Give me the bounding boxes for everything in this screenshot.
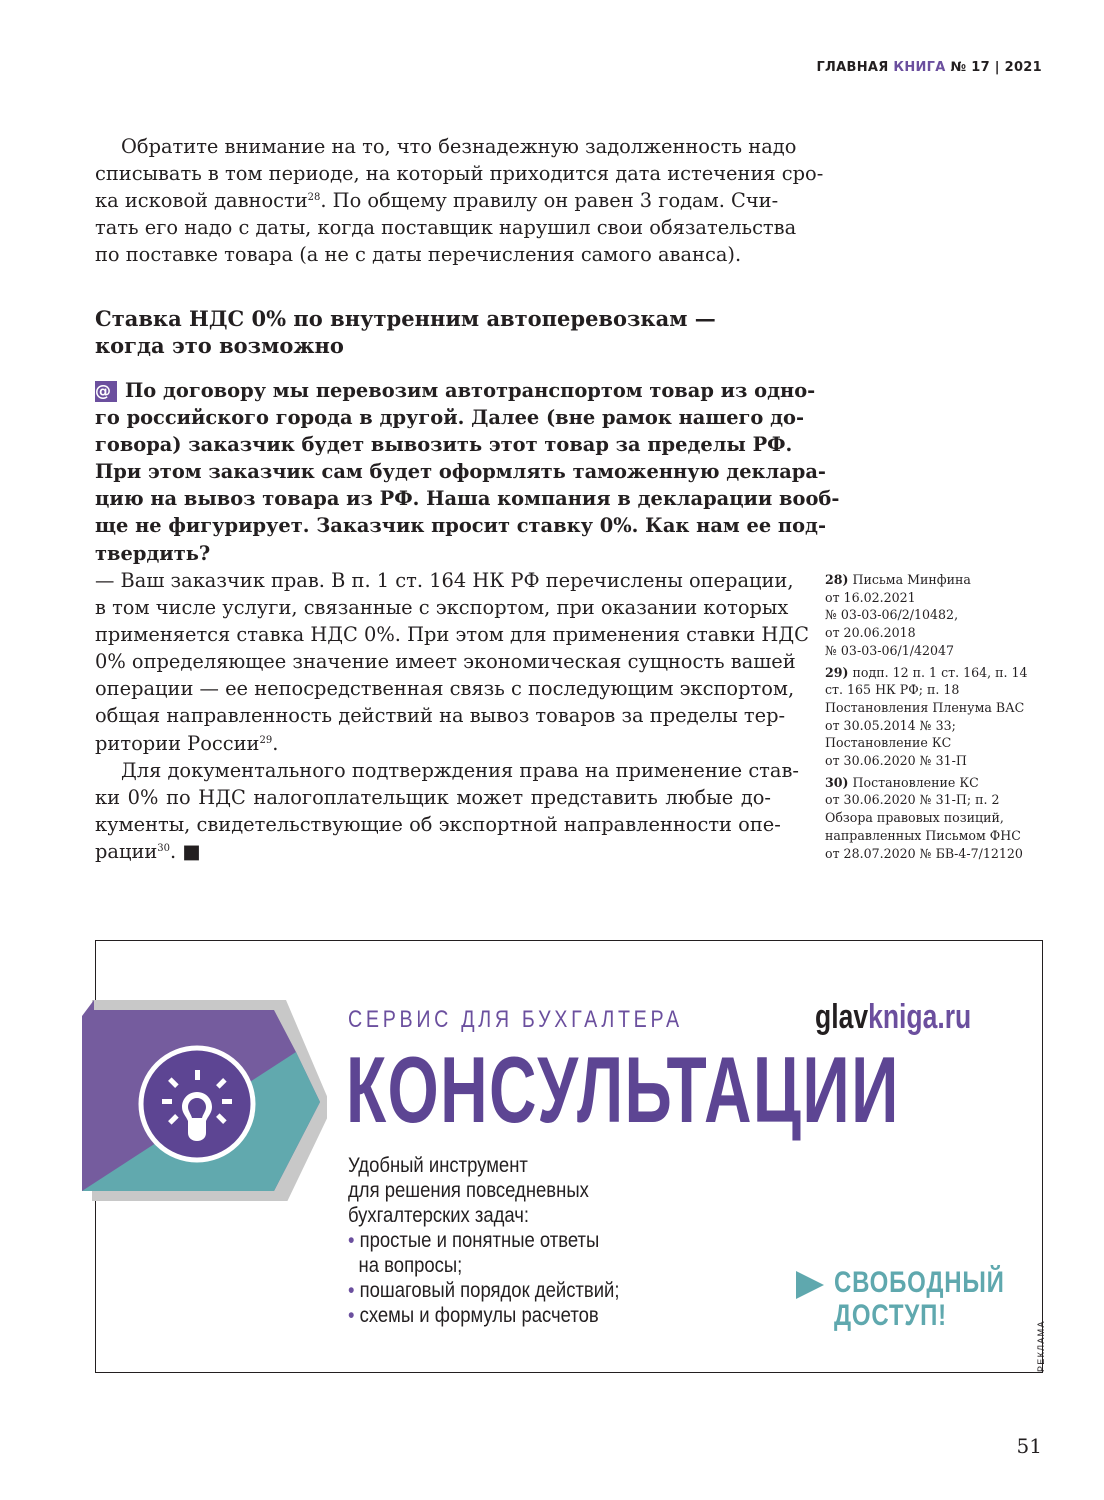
question-block xyxy=(95,377,840,567)
footnote-line: № 03-03-06/2/10482, xyxy=(825,607,959,623)
text-line: цию на вывоз товара из РФ. Наша компания в декларации вооб- xyxy=(95,487,840,511)
answer-block xyxy=(95,567,809,865)
site-part2: kniga.ru xyxy=(868,998,972,1036)
text-line: ще не фигурирует. Заказчик просит ставку 0%. Как нам ее под- xyxy=(95,514,827,538)
brand-part1: ГЛАВНАЯ xyxy=(816,60,889,75)
text-line: когда это возможно xyxy=(95,333,344,358)
footnote-line: 30) Постановление КС xyxy=(825,774,979,790)
issue-number: № 17 | 2021 xyxy=(950,60,1042,75)
bullet-dot-icon: • xyxy=(348,1229,360,1252)
text-line: применяется ставка НДС 0%. При этом для применения ставки НДС xyxy=(95,623,809,647)
footnote-line: от 30.06.2020 № 31-П xyxy=(825,753,967,769)
brand-part2: КНИГА xyxy=(893,60,946,75)
footnote xyxy=(825,774,1045,863)
section-heading xyxy=(95,305,771,359)
answer-paragraph-1 xyxy=(95,567,809,757)
bullet-dot-icon: • xyxy=(348,1304,360,1327)
footnote-number: 29) xyxy=(825,664,849,680)
text-line: по поставке товара (а не с даты перечисления самого аванса). xyxy=(95,243,742,267)
text-line: говора) заказчик будет вывозить этот товар за пределы РФ. xyxy=(95,433,793,457)
answer-paragraph-2 xyxy=(95,757,799,865)
footnote-number: 28) xyxy=(825,572,849,587)
footnote-line: от 20.06.2018 xyxy=(825,625,916,641)
text-line: Обратите внимание на то, что безнадежную задолженность надо xyxy=(121,135,797,158)
footnote-line: ст. 165 НК РФ; п. 18 xyxy=(825,682,960,698)
footnotes xyxy=(825,571,1045,866)
footnote-line: № 03-03-06/1/42047 xyxy=(825,642,955,658)
ad-cta[interactable] xyxy=(834,1266,1005,1332)
running-header xyxy=(816,60,1042,75)
footnote-ref: 30 xyxy=(157,842,171,854)
ad-bullet-line: • схемы и формулы расчетов xyxy=(348,1304,599,1327)
text-line: 0% определяющее значение имеет экономическая сущность вашей xyxy=(95,650,796,674)
text-line: — Ваш заказчик прав. В п. 1 ст. 164 НК РФ перечислены операции, xyxy=(95,569,794,592)
ad-title: КОНСУЛЬТАЦИИ xyxy=(346,1037,900,1142)
text-line: ки 0% по НДС налогоплательщик может представить любые до- xyxy=(95,785,771,809)
text-line: общая направленность действий на вывоз товаров за пределы тер- xyxy=(95,704,786,728)
text-line: @ По договору мы перевозим автотранспортом товар из одно- xyxy=(95,379,816,402)
lightbulb-badge-icon xyxy=(82,996,327,1201)
text-line: операции — ее непосредственная связь с последующим экспортом, xyxy=(95,677,795,701)
text-line: ритории России$^{29}$. xyxy=(95,731,279,755)
footnote-line: Постановление КС xyxy=(825,735,952,751)
footnote-number: 30) xyxy=(825,774,849,790)
ad-intro-line: бухгалтерских задач: xyxy=(348,1204,530,1227)
text-line: Ставка НДС 0% по внутренним автоперевозкам — xyxy=(95,306,716,331)
footnote-ref: 29 xyxy=(259,734,273,746)
ad-site-link[interactable] xyxy=(815,998,971,1037)
question-at-icon: @ xyxy=(95,381,117,402)
footnote-line: от 28.07.2020 № БВ-4-7/12120 xyxy=(825,845,1023,861)
footnote-line: Постановления Пленума ВАС xyxy=(825,699,1025,715)
text-line: списывать в том периоде, на который приходится дата истечения сро- xyxy=(95,162,824,186)
bullet-dot-icon: • xyxy=(348,1279,360,1302)
text-line: кументы, свидетельствующие об экспортной направленности опе- xyxy=(95,812,781,836)
text-line: рации$^{30}$. ■ xyxy=(95,839,201,863)
cta-line2: ДОСТУП! xyxy=(834,1299,947,1332)
footnote-line: 28) Письма Минфина xyxy=(825,572,971,587)
footnote-line: направленных Письмом ФНС xyxy=(825,827,1021,843)
footnote-line: 29) подп. 12 п. 1 ст. 164, п. 14 xyxy=(825,664,1028,680)
ad-intro-line: Удобный инструмент xyxy=(348,1154,528,1177)
site-part1: glav xyxy=(815,998,869,1036)
text-line: го российского города в другой. Далее (вне рамок нашего до- xyxy=(95,406,804,430)
ad-bullet-line: • пошаговый порядок действий; xyxy=(348,1279,620,1302)
play-arrow-icon xyxy=(796,1271,824,1299)
footnote-line: от 16.02.2021 xyxy=(825,589,916,605)
footnote-ref: 28 xyxy=(307,192,321,204)
footnote xyxy=(825,664,1045,770)
text-line: ка исковой давности$^{28}$. По общему правилу он равен 3 годам. Счи- xyxy=(95,189,779,213)
page-number: 51 xyxy=(1016,1434,1042,1458)
text-line: в том числе услуги, связанные с экспортом, при оказании которых xyxy=(95,596,789,620)
ad-intro-line: для решения повседневных xyxy=(348,1179,589,1202)
ad-bullet-line: на вопросы; xyxy=(358,1254,463,1277)
ad-description xyxy=(348,1153,619,1328)
footnote-line: от 30.06.2020 № 31-П; п. 2 xyxy=(825,792,1000,808)
text-line: При этом заказчик сам будет оформлять таможенную деклара- xyxy=(95,460,826,484)
text-line: твердить? xyxy=(95,541,211,565)
text-line: Для документального подтверждения права на применение став- xyxy=(121,758,799,782)
cta-line1: СВОБОДНЫЙ xyxy=(834,1266,1005,1299)
text-line: тать его надо с даты, когда поставщик нарушил свои обязательства xyxy=(95,216,797,240)
ad-label: РЕКЛАМА xyxy=(1036,1320,1046,1372)
footnote-line: Обзора правовых позиций, xyxy=(825,810,1004,826)
ad-bullet-line: • простые и понятные ответы xyxy=(348,1229,600,1252)
footnote xyxy=(825,571,1045,660)
footnote-line: от 30.05.2014 № 33; xyxy=(825,717,956,733)
ad-service-label: СЕРВИС ДЛЯ БУХГАЛТЕРА xyxy=(348,1006,683,1033)
intro-paragraph xyxy=(95,133,824,268)
